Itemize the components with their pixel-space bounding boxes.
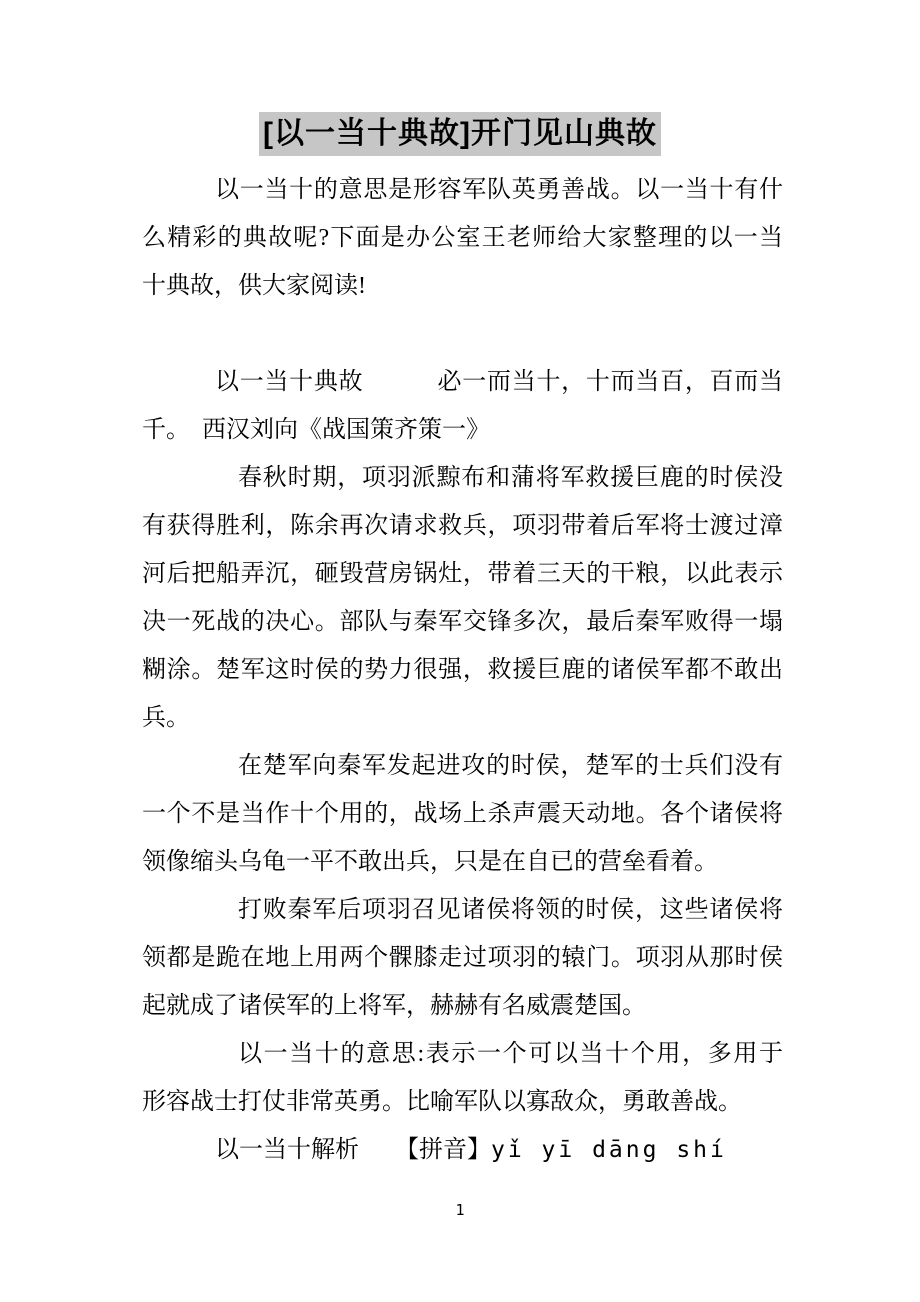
cjk-text: 以一当十解析 【拼音】 [215,1137,491,1163]
document-title: [以一当十典故]开门见山典故 [259,112,661,156]
text-line: 以一当十的意思是形容军队英勇善战。以一当十有什 [215,177,783,203]
title-row [0,0,920,156]
text-line: 打败秦军后项羽召见诸侯将领的时侯，这些诸侯将 [238,897,783,923]
text-line: 有获得胜利，陈余再次请求救兵，项羽带着后军将士渡过漳 [142,513,783,539]
text-line: 领像缩头乌龟一平不敢出兵，只是在自已的营垒看着。 [142,849,718,875]
text-line: 以一当十典故 必一而当十，十而当百，百而当 [215,369,783,395]
text-line: 十典故，供大家阅读! [142,273,366,299]
text-line: 么精彩的典故呢?下面是办公室王老师给大家整理的以一当 [142,225,783,251]
text-line: 千。 西汉刘向《战国策齐策一》 [142,417,490,443]
text-line: 在楚军向秦军发起进攻的时侯，楚军的士兵们没有 [238,753,783,779]
text-line: 河后把船弄沉，砸毁营房锅灶，带着三天的干粮，以此表示 [142,561,783,587]
text-line: 兵。 [142,705,190,731]
text-line: 春秋时期，项羽派黥布和蒲将军救援巨鹿的时侯没 [238,465,783,491]
text-line: 领都是跪在地上用两个髁膝走过项羽的辕门。项羽从那时侯 [142,945,783,971]
page-footer [0,1201,920,1219]
text-line: 决一死战的决心。部队与秦军交锋多次，最后秦军败得一塌 [142,609,783,635]
pinyin-text: yǐ yī dāng shí [491,1137,727,1163]
text-line: 起就成了诸侯军的上将军，赫赫有名威震楚国。 [142,993,646,1019]
text-line: 形容战士打仗非常英勇。比喻军队以寡敌众，勇敢善战。 [142,1089,742,1115]
text-line [142,1126,783,1174]
document-body [142,166,783,1174]
page-number: 1 [455,1201,465,1219]
blank-line [142,310,783,358]
text-line: 一个不是当作十个用的，战场上杀声震天动地。各个诸侯将 [142,801,783,827]
text-line: 以一当十的意思:表示一个可以当十个用，多用于 [238,1041,783,1067]
text-line: 糊涂。楚军这时侯的势力很强，救援巨鹿的诸侯军都不敢出 [142,657,783,683]
